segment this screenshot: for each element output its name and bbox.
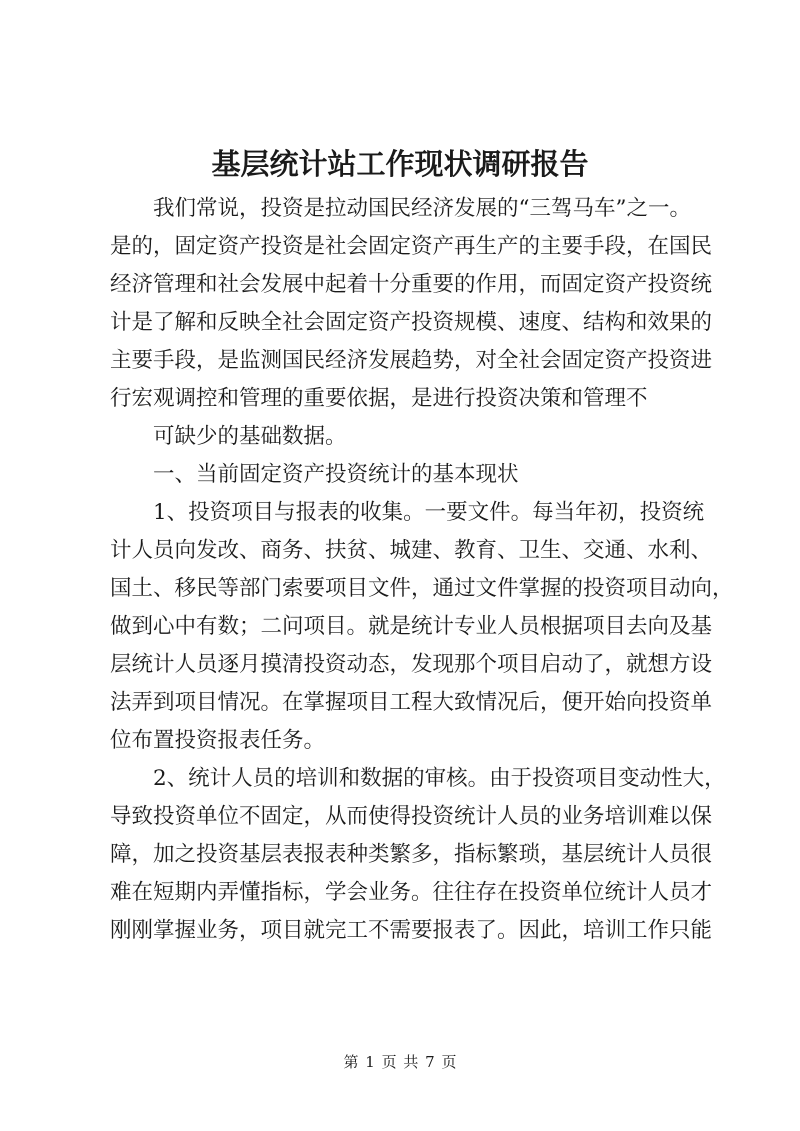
body-line: 位布置投资报表任务。: [110, 728, 326, 753]
body-line: 层统计人员逐月摸清投资动态，发现那个项目启动了，就想方设: [110, 652, 713, 677]
body-line: 导致投资单位不固定，从而使得投资统计人员的业务培训难以保: [110, 804, 713, 829]
body-line: 国土、移民等部门索要项目文件，通过文件掌握的投资项目动向，: [110, 576, 734, 601]
page-footer: 第 1 页 共 7 页: [343, 1053, 457, 1071]
body-line: 2、统计人员的培训和数据的审核。由于投资项目变动性大，: [153, 766, 726, 791]
body-line: 难在短期内弄懂指标，学会业务。往往存在投资单位统计人员才: [110, 880, 713, 905]
body-line: 经济管理和社会发展中起着十分重要的作用，而固定资产投资统: [110, 272, 713, 297]
body-line: 1、投资项目与报表的收集。一要文件。每当年初，投资统: [153, 500, 705, 525]
section-heading: 一、当前固定资产投资统计的基本现状: [153, 462, 519, 487]
document-body: [110, 190, 734, 950]
body-line: 我们常说，投资是拉动国民经济发展的“三驾马车”之一。: [153, 196, 691, 221]
body-line: 做到心中有数；二问项目。就是统计专业人员根据项目去向及基: [110, 614, 713, 639]
body-line: 刚刚掌握业务，项目就完工不需要报表了。因此，培训工作只能: [110, 918, 713, 943]
body-line: 可缺少的基础数据。: [153, 424, 347, 449]
body-line: 行宏观调控和管理的重要依据，是进行投资决策和管理不: [110, 386, 648, 411]
document-title: 基层统计站工作现状调研报告: [211, 147, 589, 181]
body-line: 是的，固定资产投资是社会固定资产再生产的主要手段，在国民: [110, 234, 713, 259]
body-line: 障，加之投资基层表报表种类繁多，指标繁琐，基层统计人员很: [110, 842, 713, 867]
body-line: 计人员向发改、商务、扶贫、城建、教育、卫生、交通、水利、: [110, 538, 713, 563]
body-line: 计是了解和反映全社会固定资产投资规模、速度、结构和效果的: [110, 310, 713, 335]
body-line: 法弄到项目情况。在掌握项目工程大致情况后，便开始向投资单: [110, 690, 713, 715]
body-line: 主要手段，是监测国民经济发展趋势，对全社会固定资产投资进: [110, 348, 713, 373]
